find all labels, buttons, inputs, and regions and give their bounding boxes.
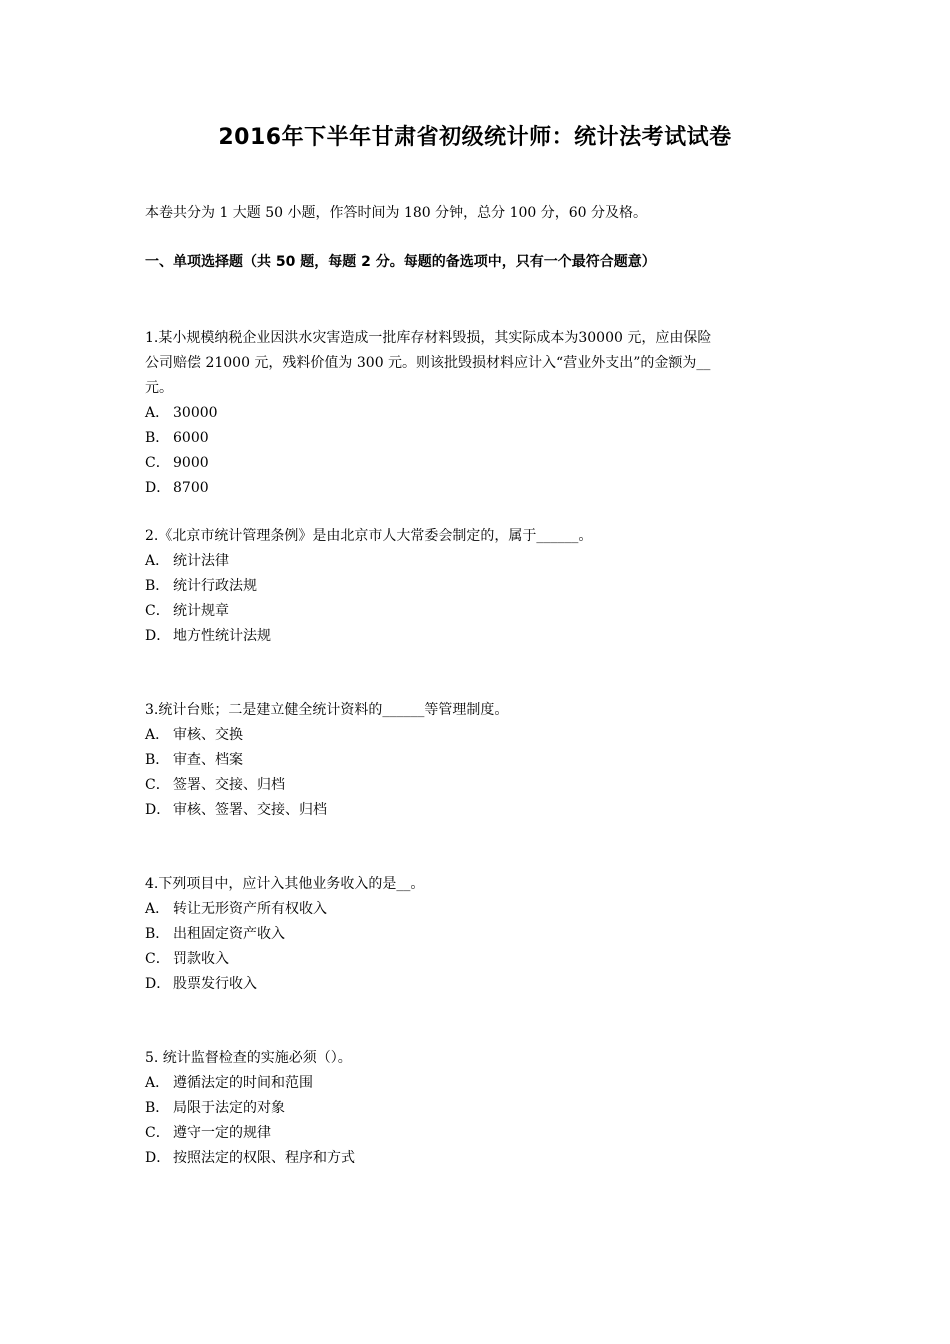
question-stem-line: 元。 [145,380,173,396]
option-a [145,549,810,574]
option-text: 8700 [173,480,209,496]
option-text: 统计规章 [173,603,229,619]
option-text: 6000 [173,430,209,446]
option-d [145,1146,810,1171]
question-1 [145,326,810,501]
option-c [145,599,810,624]
option-letter: D． [145,628,171,644]
option-letter: C． [145,1125,170,1141]
option-a [145,401,810,426]
option-letter: C． [145,455,170,471]
option-letter: B． [145,1100,170,1116]
option-letter: B． [145,926,170,942]
option-text: 转让无形资产所有权收入 [173,901,327,917]
option-d [145,798,810,823]
option-text: 出租固定资产收入 [173,926,285,942]
option-d [145,476,810,501]
option-text: 遵守一定的规律 [173,1125,271,1141]
option-letter: A． [145,405,170,421]
option-d [145,624,810,649]
option-a [145,723,810,748]
option-letter: D． [145,976,171,992]
option-c [145,1121,810,1146]
question-4 [145,872,810,997]
option-text: 地方性统计法规 [173,628,271,644]
option-letter: D． [145,480,171,496]
option-text: 签署、交接、归档 [173,777,285,793]
option-text: 按照法定的权限、程序和方式 [173,1150,355,1166]
option-c [145,947,810,972]
option-c [145,773,810,798]
option-d [145,972,810,997]
option-b [145,1096,810,1121]
question-stem-line: 公司赔偿 21000 元，残料价值为 300 元。则该批毁损材料应计入“营业外支出”的金额为__ [145,355,711,371]
option-b [145,574,810,599]
option-b [145,426,810,451]
question-3 [145,698,810,823]
option-text: 30000 [173,405,218,421]
option-text: 统计行政法规 [173,578,257,594]
option-letter: A． [145,901,170,917]
option-text: 遵循法定的时间和范围 [173,1075,313,1091]
option-c [145,451,810,476]
option-letter: C． [145,951,170,967]
question-stem-line: 2.《北京市统计管理条例》是由北京市人大常委会制定的，属于______。 [145,528,593,544]
option-text: 局限于法定的对象 [173,1100,285,1116]
option-a [145,897,810,922]
section-heading: 一、单项选择题（共 50 题，每题 2 分。每题的备选项中，只有一个最符合题意） [145,254,656,270]
option-text: 审核、签署、交接、归档 [173,802,327,818]
exam-intro: 本卷共分为 1 大题 50 小题，作答时间为 180 分钟，总分 100 分，60 分及格。 [145,205,648,221]
option-text: 审查、档案 [173,752,243,768]
question-stem-line: 3.统计台账；二是建立健全统计资料的______等管理制度。 [145,702,509,718]
option-text: 9000 [173,455,209,471]
question-stem-line: 5. 统计监督检查的实施必须（）。 [145,1050,352,1066]
option-letter: B． [145,578,170,594]
option-text: 股票发行收入 [173,976,257,992]
option-a [145,1071,810,1096]
question-stem-line: 4.下列项目中，应计入其他业务收入的是__。 [145,876,425,892]
option-letter: A． [145,727,170,743]
option-b [145,922,810,947]
option-letter: C． [145,777,170,793]
option-text: 统计法律 [173,553,229,569]
document-title: 2016年下半年甘肃省初级统计师：统计法考试试卷 [218,125,732,150]
option-text: 审核、交换 [173,727,243,743]
option-letter: A． [145,553,170,569]
option-letter: C． [145,603,170,619]
option-letter: D． [145,802,171,818]
question-2 [145,524,810,649]
option-letter: A． [145,1075,170,1091]
option-text: 罚款收入 [173,951,229,967]
option-letter: B． [145,752,170,768]
option-letter: B． [145,430,170,446]
option-letter: D． [145,1150,171,1166]
question-5 [145,1046,810,1171]
option-b [145,748,810,773]
question-stem-line: 1.某小规模纳税企业因洪水灾害造成一批库存材料毁损，其实际成本为30000 元，应由保险 [145,330,712,346]
